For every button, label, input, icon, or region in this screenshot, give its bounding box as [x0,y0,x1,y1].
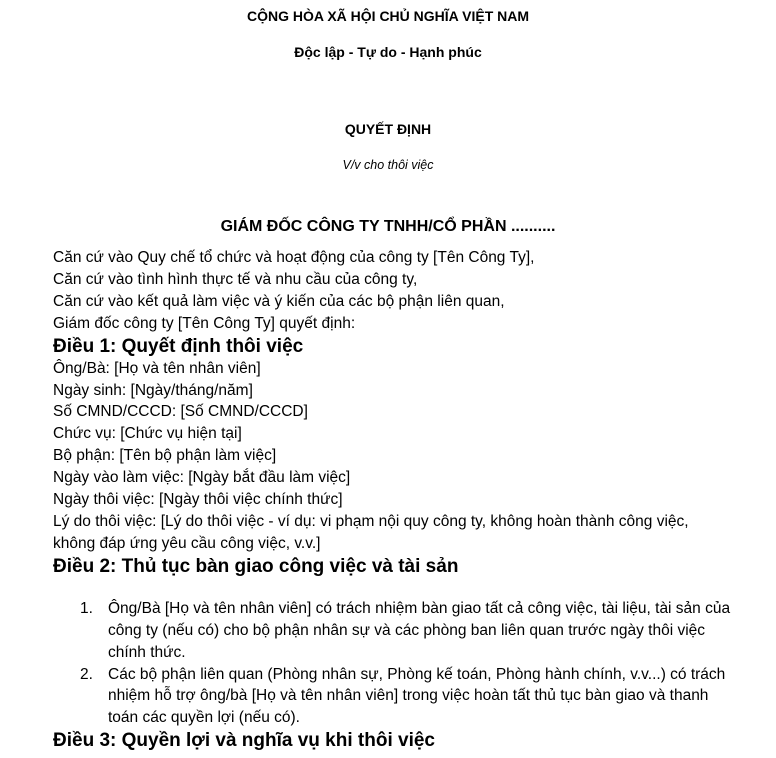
article2-heading: Điều 2: Thủ tục bàn giao công việc và tài sản [53,555,459,577]
preamble-line: Giám đốc công ty [Tên Công Ty] quyết định: [53,314,356,332]
list-item [53,664,733,730]
birthdate-line: Ngày sinh: [Ngày/tháng/năm] [53,381,253,399]
authority-heading: GIÁM ĐỐC CÔNG TY TNHH/CỔ PHẦN .......... [220,218,556,235]
article3-heading: Điều 3: Quyền lợi và nghĩa vụ khi thôi việc [53,730,435,752]
list-item-number: 1. [80,599,93,617]
list-item [53,598,733,664]
reason-line-continued: không đáp ứng yêu cầu công việc, v.v.] [53,534,321,552]
employee-name-line: Ông/Bà: [Họ và tên nhân viên] [53,359,261,377]
preamble-line: Căn cứ vào Quy chế tổ chức và hoạt động của công ty [Tên Công Ty], [53,249,535,266]
id-number-line: Số CMND/CCCD: [Số CMND/CCCD] [53,403,308,421]
preamble-line: Căn cứ vào tình hình thực tế và nhu cầu của công ty, [53,270,418,288]
article2-list [53,598,753,729]
national-title: CỘNG HÒA XÃ HỘI CHỦ NGHĨA VIỆT NAM [246,8,530,24]
position-line: Chức vụ: [Chức vụ hiện tại] [53,425,242,443]
decision-title: QUYẾT ĐỊNH [344,121,432,137]
reason-line: Lý do thôi việc: [Lý do thôi việc - ví dụ: vi phạm nội quy công ty, không hoàn thành công việc, [53,512,689,530]
list-item-text: Các bộ phận liên quan (Phòng nhân sự, Phòng kế toán, Phòng hành chính, v.v...) có trách nhiệm hỗ trợ ông/bà [Họ và tên nhân viên] trong việc hoàn tất thủ tục bàn giao và thanh toán các quyền lợi (nếu có). [108,665,726,727]
article1-heading: Điều 1: Quyết định thôi việc [53,335,304,357]
start-date-line: Ngày vào làm việc: [Ngày bắt đầu làm việc] [53,469,351,487]
end-date-line: Ngày thôi việc: [Ngày thôi việc chính thức] [53,491,343,509]
preamble-line: Căn cứ vào kết quả làm việc và ý kiến của các bộ phận liên quan, [53,292,505,310]
motto: Độc lập - Tự do - Hạnh phúc [294,44,482,60]
department-line: Bộ phận: [Tên bộ phận làm việc] [53,447,277,465]
document-body [53,247,753,752]
list-item-text: Ông/Bà [Họ và tên nhân viên] có trách nhiệm bàn giao tất cả công việc, tài liệu, tài sản của công ty (nếu có) cho bộ phận nhân sự và các phòng ban liên quan trước ngày thôi việc chính thức. [108,599,731,661]
list-item-number: 2. [80,665,93,683]
decision-subtitle: V/v cho thôi việc [342,158,434,172]
